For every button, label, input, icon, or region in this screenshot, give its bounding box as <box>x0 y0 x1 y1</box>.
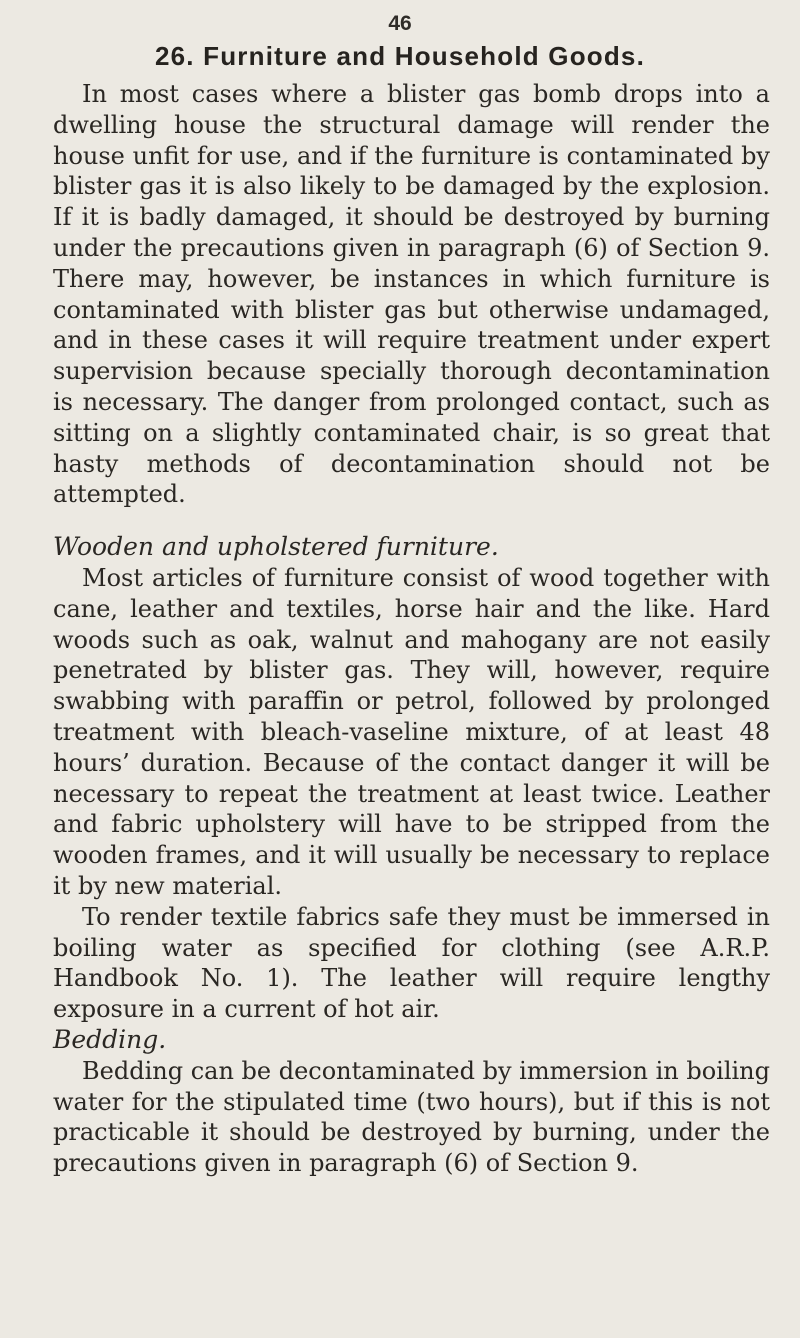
paragraph-wooden-furniture-2: To render textile fabrics safe they must be immersed in boiling water as specified for clothing (see A.R.P. Handbook No. 1). The leather will require lengthy exposure in a current of hot air. <box>53 902 770 1024</box>
subheading-bedding: Bedding. <box>53 1024 167 1054</box>
subheading-wooden-furniture: Wooden and upholstered furniture. <box>53 532 499 562</box>
page-number: 46 <box>388 12 412 35</box>
section-heading: 26. Furniture and Household Goods. <box>154 41 646 71</box>
body-text <box>53 79 770 1179</box>
paragraph-wooden-furniture-1: Most articles of furniture consist of wood together with cane, leather and textiles, horse hair and the like. Hard woods such as oak, walnut and mahogany are not easily penetrated by blister gas. They will, however, require swabbing with paraffin or petrol, followed by prolonged treatment with bleach-vaseline mixture, of at least 48 hours’ duration. Because of the contact danger it will be necessary to repeat the treatment at least twice. Leather and fabric upholstery will have to be stripped from the wooden frames, and it will usually be necessary to replace it by new material. <box>53 563 770 900</box>
paragraph-bedding: Bedding can be decontaminated by immersion in boiling water for the stipulated time (two hours), but if this is not practicable it should be destroyed by burning, under the precautions given in paragraph (6) of Section 9. <box>53 1056 770 1178</box>
paragraph-intro: In most cases where a blister gas bomb drops into a dwelling house the structural damage will render the house unfit for use, and if the furniture is contaminated by blister gas it is also likely to be damaged by the explosion. If it is badly damaged, it should be destroyed by burning under the precautions given in paragraph (6) of Section 9. There may, however, be instances in which furniture is contaminated with blister gas but otherwise undamaged, and in these cases it will require treatment under expert supervision because specially thorough decontamination is necessary. The danger from prolonged contact, such as sitting on a slightly contaminated chair, is so great that hasty methods of decontamination should not be attempted. <box>53 80 770 509</box>
